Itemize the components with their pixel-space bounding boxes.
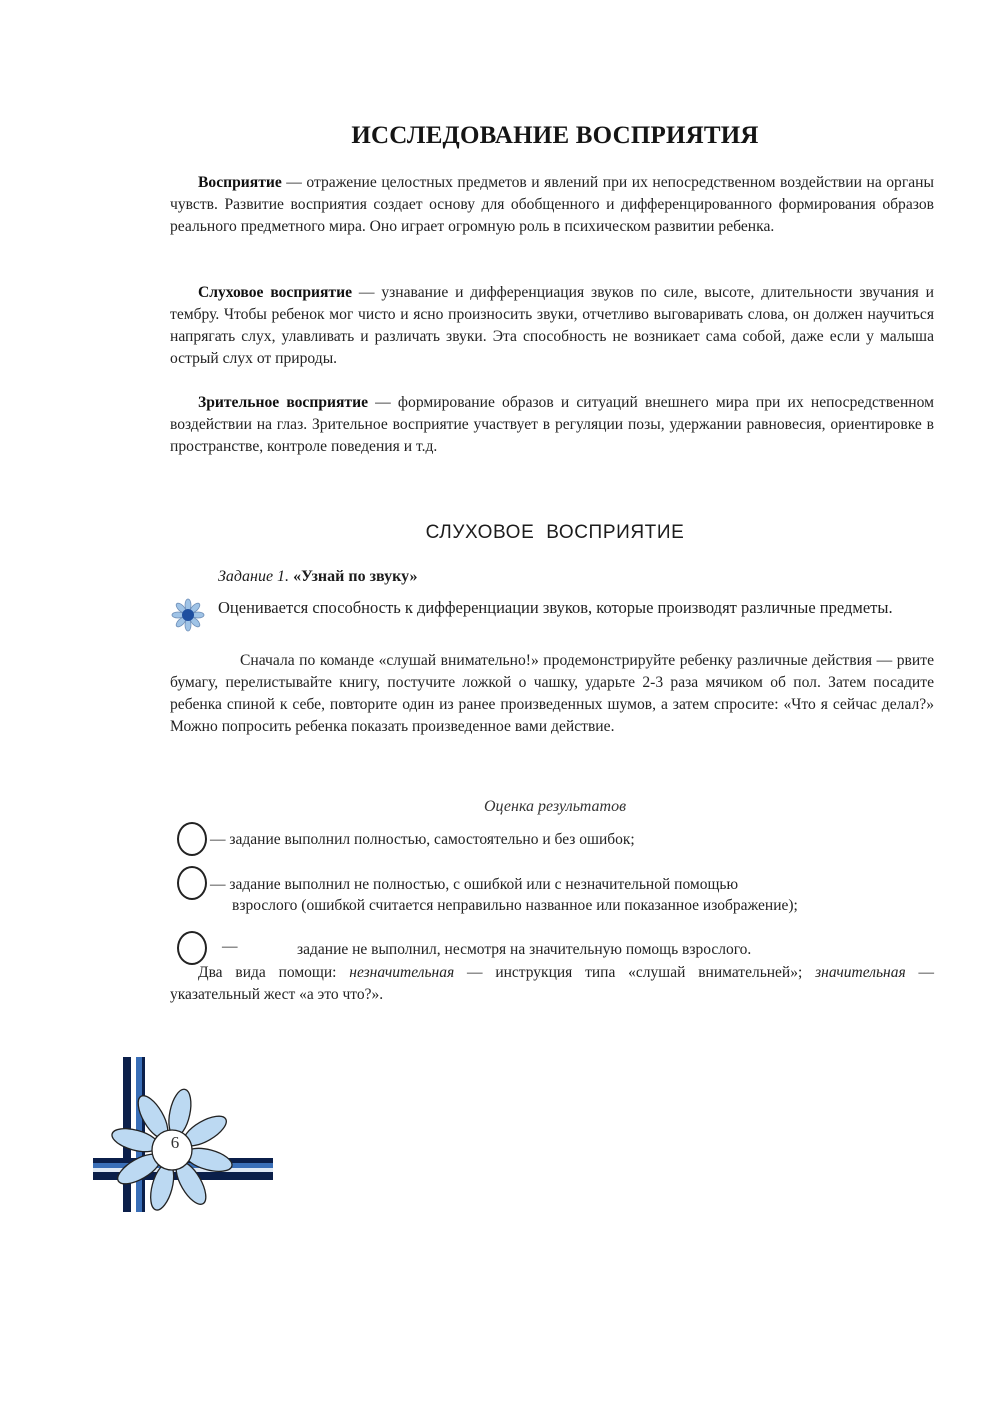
task-goal: Оценивается способность к дифференциации звуков, которые производят различные предметы. bbox=[218, 598, 893, 617]
score-circle-failed bbox=[177, 931, 207, 965]
definition-perception: Восприятие — отражение целостных предметов и явлений при их непосредственном воздействии на органы чувств. Развитие восприятия создает основу для обобщенного и дифференцированного формирования образов реального предметного мира. Оно играет огромную роль в психическом развитии ребенка. bbox=[170, 174, 934, 235]
flower-star-icon bbox=[170, 598, 206, 632]
task-instructions: Сначала по команде «слушай внимательно!» продемонстрируйте ребенку различные действия — рвите бумагу, перелистывайте книгу, постучите ложкой о чашку, ударьте 2-3 раза мячиком об пол. Затем посадите ребенка спиной к себе, повторите один из ранее произведенных шумов, а затем спросите: «Что я сейчас делал?» Можно попросить ребенка показать произведенное вами действие. bbox=[170, 652, 934, 735]
definition-visual-perception: Зрительное восприятие — формирование образов и ситуаций внешнего мира при их непосредственном воздействии на глаз. Зрительное восприятие участвует в регуляции позы, удержании равновесия, ориентировке в пространстве, контроле поведения и т.д. bbox=[170, 394, 935, 455]
task-title bbox=[218, 568, 418, 586]
evaluation-title: Оценка результатов bbox=[483, 798, 627, 815]
section-title: СЛУХОВОЕ ВОСПРИЯТИЕ bbox=[425, 522, 685, 543]
definition-auditory-perception: Слуховое восприятие — узнавание и дифференциация звуков по силе, высоте, длительности звучания и тембру. Чтобы ребенок мог чисто и ясно произносить звуки, отчетливо выговаривать слова, он должен научиться напрягать слух, улавливать и различать звуки. Эта способность не возникает сама собой, даже если у малыша острый слух от природы. bbox=[170, 284, 935, 367]
term: Слуховое восприятие bbox=[198, 284, 352, 301]
score-description-partial: — задание выполнил не полностью, с ошибкой или с незначительной помощью взрослого (ошибкой считается неправильно названное или показанное изображение); bbox=[210, 876, 798, 914]
term: Восприятие bbox=[198, 174, 282, 191]
score-circle-partial bbox=[177, 866, 207, 900]
page-number: 6 bbox=[170, 1133, 180, 1152]
score-description-failed: задание не выполнил, несмотря на значительную помощь взрослого. bbox=[297, 941, 752, 958]
task-name: «Узнай по звуку» bbox=[289, 568, 418, 585]
score-circle-full bbox=[177, 822, 207, 856]
page-title: ИССЛЕДОВАНИЕ ВОСПРИЯТИЯ bbox=[351, 122, 759, 149]
score-description-full: — задание выполнил полностью, самостоятельно и без ошибок; bbox=[210, 831, 635, 848]
task-label: Задание 1. bbox=[218, 568, 290, 585]
term: Зрительное восприятие bbox=[198, 394, 369, 411]
help-types: Два вида помощи: незначительная — инструкция типа «слушай внимательней»; значительная — указательный жест «а это что?». bbox=[170, 964, 935, 1003]
dash: — bbox=[222, 938, 238, 955]
